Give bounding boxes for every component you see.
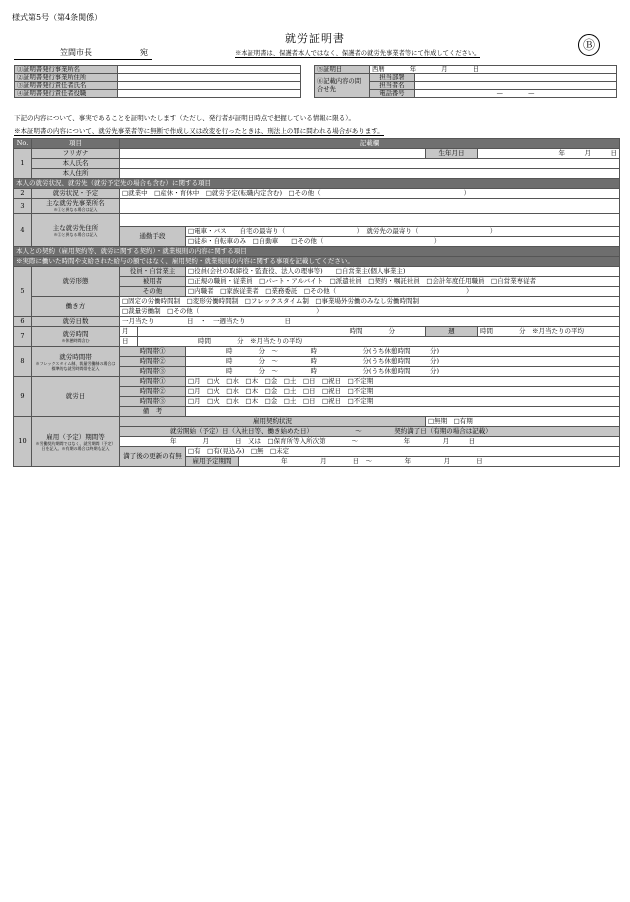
employee-options[interactable]: □正規の職員・従業員 □パート・アルバイト □派遣社員 □契約・嘱託社員 □会計年度任用職員 □自営業専従者 (186, 277, 620, 287)
main-table (13, 138, 620, 467)
hours-month-label: 月 (120, 327, 138, 337)
workplace-name-label (32, 199, 120, 214)
workstyle-label: 働き方 (32, 297, 120, 317)
hours-day-field[interactable]: 時間 分 ※月当たりの平均 (138, 337, 620, 347)
row-no-5: 5 (14, 267, 32, 317)
contact-phone-field[interactable]: — — (415, 90, 617, 98)
col-entry: 記載欄 (120, 139, 620, 149)
workplace-address-field[interactable] (120, 214, 620, 227)
top-note: ※本証明書は、保護者本人ではなく、保護者の就労先事業者等にて作成してください。 (235, 50, 481, 57)
contract-status-options[interactable]: □無期 □有期 (426, 417, 620, 427)
dob-field[interactable]: 年 月 日 (478, 149, 620, 159)
section-contract-header: 本人との契約（雇用契約等、就労に関する契約）・就業規則の内容に関する項目 (14, 247, 620, 257)
issuer-name-label: ①証明書発行事業所名 (15, 66, 118, 74)
hours-week-label: 週 (426, 327, 478, 337)
time-slot-label (32, 347, 120, 377)
hours-day-label: 日 (120, 337, 138, 347)
contact-dept-label: 担当部署 (370, 74, 415, 82)
issue-date-label: ⑤証明日 (315, 66, 370, 74)
issue-date-field[interactable]: 西暦 年 月 日 (370, 66, 617, 74)
workplace-address-note: ※②と異なる場合は記入 (53, 231, 98, 237)
commute-line-1[interactable]: □電車・バス 自宅の最寄り（ ） 就労先の最寄り（ ） (186, 227, 620, 237)
document-title: 就労証明書 (285, 32, 345, 45)
row-no-2: 2 (14, 189, 32, 199)
row-no-7: 7 (14, 327, 32, 347)
work-hours-note: ※休憩時間含む (61, 338, 90, 343)
days-slot-2-label: 時間帯② (120, 387, 186, 397)
planned-period-label: 雇用予定期間 (186, 457, 239, 466)
time-slot-2-label: 時間帯② (120, 357, 186, 367)
days-slot-3-options[interactable]: □月 □火 □水 □木 □金 □土 □日 □祝日 □不定期 (186, 397, 620, 407)
responsible-name-label: ③証明書発行責任者氏名 (15, 82, 118, 90)
b-badge: Ⓑ (578, 34, 600, 56)
row-no-10: 10 (14, 417, 32, 467)
work-days-field[interactable]: 一月当たり 日 ・ 一週当たり 日 (120, 317, 620, 327)
contact-person-field[interactable] (415, 82, 617, 90)
time-slot-1-field[interactable]: 時 分 ～ 時 分(うち休憩時間 分) (186, 347, 620, 357)
remarks-field[interactable] (186, 407, 620, 417)
addressee-suffix: 宛 (140, 48, 148, 57)
contract-status-label: 雇用契約状況 (120, 417, 426, 427)
workplace-address-title: 主な就労先住所 (52, 223, 99, 232)
employment-period-note: ※労働契約期間ではなく、就労期間（予定）日を記入。※有期の場合は終期も記入 (35, 440, 116, 451)
name-label: 本人氏名 (32, 159, 120, 169)
renewal-options[interactable]: □有 □有(見込み) □無 □未定 (186, 447, 620, 457)
issuer-name-field[interactable] (118, 66, 301, 74)
executive-label: 役員・自営業主 (120, 267, 186, 277)
time-slot-3-field[interactable]: 時 分 ～ 時 分(うち休憩時間 分) (186, 367, 620, 377)
contact-person-label: 担当者名 (370, 82, 415, 90)
other-type-label: その他 (120, 287, 186, 297)
address-label: 本人住所 (32, 169, 120, 179)
col-item: 項目 (32, 139, 120, 149)
name-field[interactable] (120, 159, 620, 169)
time-slot-1-label: 時間帯① (120, 347, 186, 357)
workplace-name-field[interactable] (120, 199, 620, 214)
renewal-label: 満了後の更新の有無 (120, 447, 186, 467)
work-hours-label (32, 327, 120, 347)
addressee (14, 47, 152, 60)
furigana-label: フリガナ (32, 149, 120, 159)
hours-month-field[interactable]: 時間 分 (138, 327, 426, 337)
date-contact-table (314, 65, 617, 98)
time-slot-3-label: 時間帯③ (120, 367, 186, 377)
responsible-name-field[interactable] (118, 82, 301, 90)
time-slot-note: ※フレックスタイム制、裁量労働制の場合は標準的な就労時間帯を記入 (35, 360, 116, 371)
contact-dept-field[interactable] (415, 74, 617, 82)
days-slot-3-label: 時間帯③ (120, 397, 186, 407)
legal-warning: ※本証明書の内容について、就労先事業者等に無断で作成し又は改変を行ったときは、刑法上の罪に問われる場合があります。 (14, 127, 384, 135)
row-no-6: 6 (14, 317, 32, 327)
dob-label: 生年月日 (426, 149, 478, 159)
contact-label: ⑥記載内容の問合せ先 (315, 74, 370, 98)
issuer-table (14, 65, 301, 98)
workplace-name-note: ※①と異なる場合は記入 (53, 207, 98, 212)
other-type-options[interactable]: □内職者 □家族従業者 □業務委託 □その他（ ） (186, 287, 620, 297)
workstyle-line-2[interactable]: □裁量労働制 □その他（ ） (120, 307, 620, 317)
form-code: 様式第5号（第4条関係） (12, 13, 103, 22)
row-no-8: 8 (14, 347, 32, 377)
col-no: No. (14, 139, 32, 149)
employment-type-label: 就労形態 (32, 267, 120, 297)
planned-period-row (186, 457, 620, 467)
commute-line-2[interactable]: □徒歩・自転車のみ □自動車 □その他（ ） (186, 237, 620, 247)
issuer-address-field[interactable] (118, 74, 301, 82)
address-field[interactable] (120, 169, 620, 179)
row-no-3: 3 (14, 199, 32, 214)
work-hours-title: 就労時間 (62, 330, 89, 338)
employee-label: 被用者 (120, 277, 186, 287)
planned-period-field[interactable]: 年 月 日 ～ 年 月 日 (281, 457, 483, 465)
row-no-1: 1 (14, 149, 32, 179)
furigana-field[interactable] (120, 149, 426, 159)
certification-statement: 下記の内容について、事実であることを証明いたします（ただし、発行者が証明日時点で把握している情報に限る）。 (14, 114, 355, 122)
responsible-title-field[interactable] (118, 90, 301, 98)
time-slot-title: 就労時間帯 (59, 352, 92, 361)
days-slot-1-label: 時間帯① (120, 377, 186, 387)
contact-phone-label: 電話番号 (370, 90, 415, 98)
work-days-label: 就労日数 (32, 317, 120, 327)
period-field[interactable]: 年 月 日 又は □保育所等入所次第 ～ 年 月 日 (120, 437, 620, 447)
period-header: 就労開始（予定）日（入社日等、働き始めた日） ～ 契約満了日（有期の場合は記載） (120, 427, 620, 437)
workplace-name-title: 主な就労先事業所名 (46, 199, 105, 207)
issuer-address-label: ②証明書発行事業所住所 (15, 74, 118, 82)
executive-options[interactable]: □役員(会社の取締役・監査役、法人の理事等) □自営業主(個人事業主) (186, 267, 620, 277)
work-status-label: 就労状況・予定 (32, 189, 120, 199)
section-work-header: 本人の就労状況、就労先（就労予定先の場合も含む）に関する項目 (14, 179, 620, 189)
work-days-of-week-label: 就労日 (32, 377, 120, 417)
employment-period-title: 雇用（予定）期間等 (46, 432, 105, 441)
row-no-9: 9 (14, 377, 32, 417)
workstyle-line-1[interactable]: □固定の労働時間制 □変形労働時間制 □フレックスタイム制 □事業場外労働のみなし労働時間制 (120, 297, 620, 307)
responsible-title-label: ④証明書発行責任者役職 (15, 90, 118, 98)
time-slot-2-field[interactable]: 時 分 ～ 時 分(うち休憩時間 分) (186, 357, 620, 367)
employment-period-label (32, 417, 120, 467)
commute-label: 通勤手段 (120, 227, 186, 247)
days-slot-2-options[interactable]: □月 □火 □水 □木 □金 □土 □日 □祝日 □不定期 (186, 387, 620, 397)
hours-week-field[interactable]: 時間 分 ※月当たりの平均 (478, 327, 620, 337)
section-contract-note: ※実際に働いた時間や支給された給与の額ではなく、雇用契約・就業規則の内容に関する事項を記載してください。 (14, 257, 620, 267)
days-slot-1-options[interactable]: □月 □火 □水 □木 □金 □土 □日 □祝日 □不定期 (186, 377, 620, 387)
workplace-address-label (32, 214, 120, 247)
row-no-4: 4 (14, 214, 32, 247)
work-status-options[interactable]: □就業中 □産休・育休中 □就労予定(転職内定含む) □その他（ ） (120, 189, 620, 199)
remarks-label: 備 考 (120, 407, 186, 417)
addressee-name: 笠間市長 (60, 48, 92, 57)
